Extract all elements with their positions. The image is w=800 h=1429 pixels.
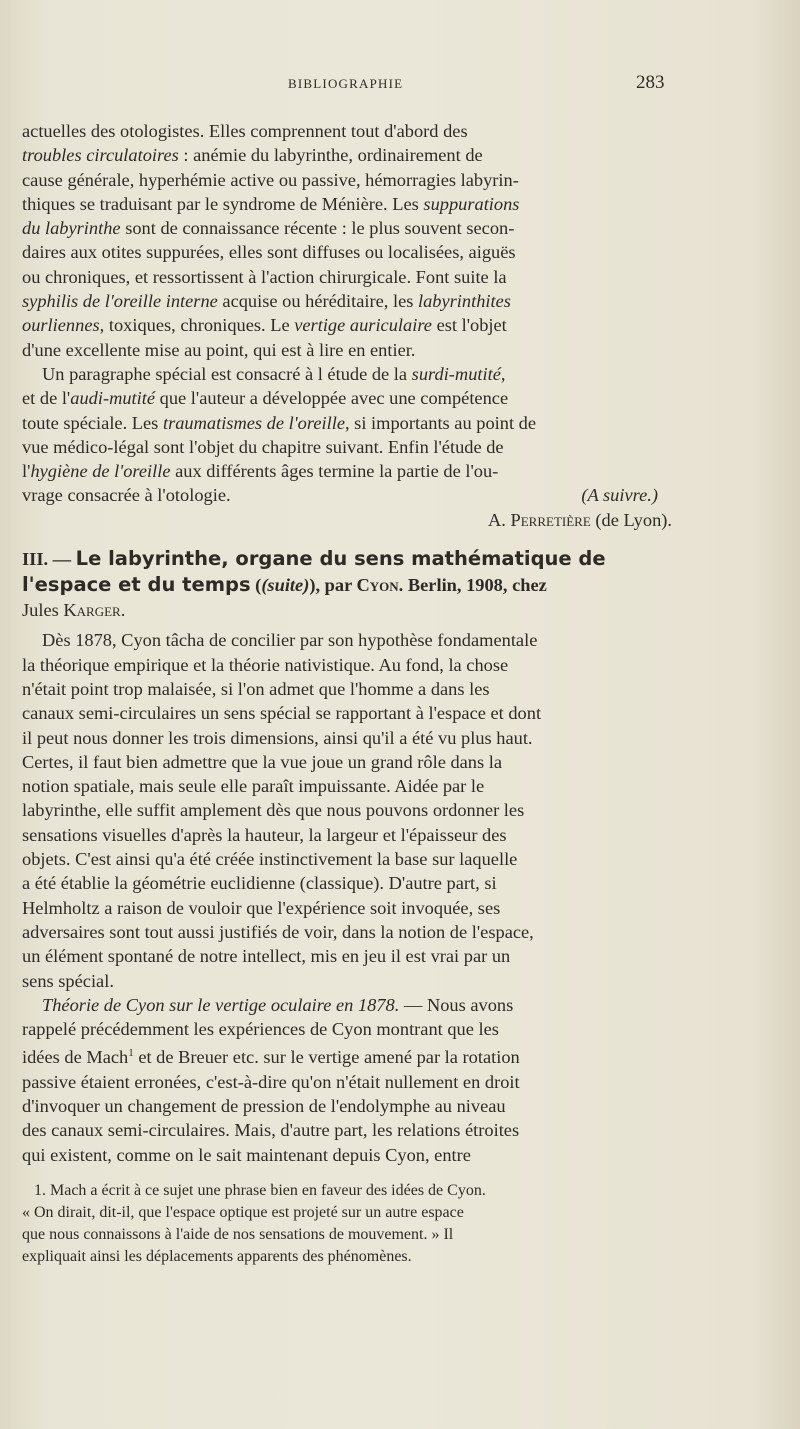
text-line: la théorique empirique et la théorie nativistique. Au fond, la chose <box>22 654 509 675</box>
text-line: . <box>120 600 126 621</box>
text-line: Helmholtz a raison de vouloir que l'expérience soit invoquée, ses <box>22 897 501 918</box>
footnote-line: expliquait ainsi les déplacements apparents des phénomènes. <box>22 1248 412 1265</box>
footnote-line: que nous connaissons à l'aide de nos sensations de mouvement. » Il <box>22 1226 454 1243</box>
text-line: idées de Mach <box>22 1047 129 1068</box>
section-gap <box>22 532 672 546</box>
text-line: labyrinthe, elle suffit amplement dès que nous pouvons ordonner les <box>22 800 525 821</box>
section-numeral: III. — <box>22 549 76 570</box>
section-author: Cyon <box>356 575 399 596</box>
to-be-continued: (A suivre.) <box>581 485 658 506</box>
text-line: Certes, il faut bien admettre que la vue joue un grand rôle dans la <box>22 751 503 772</box>
text-line: adversaires sont tout aussi justifiés de voir, dans la notion de l'espace, <box>22 921 534 942</box>
text-line: aux différents âges termine la partie de l'ou- <box>170 461 499 482</box>
text-line: qui existent, comme on le sait maintenant depuis Cyon, entre <box>22 1144 471 1165</box>
section-title: Le labyrinthe, organe du sens mathématique de <box>75 547 606 571</box>
text-line: et de l' <box>22 388 71 409</box>
text-line: vrage consacrée à l'otologie. <box>22 485 231 506</box>
section-heading: III. — Le labyrinthe, organe du sens mathématique de l'espace et du temps ((suite)), par Cyon. Berlin, 1908, chez Jules Karger. <box>22 547 606 621</box>
emphasis: troubles circulatoires <box>22 145 179 166</box>
main-text <box>22 119 672 1167</box>
text-line: d'une excellente mise au point, qui est à lire en entier. <box>22 339 416 360</box>
publisher: Jules <box>22 600 64 621</box>
text-line: rappelé précédemment les expériences de Cyon montrant que les <box>22 1019 499 1040</box>
text-line: il peut nous donner les trois dimensions, ainsi qu'il a été vu plus haut. <box>22 727 533 748</box>
signature-name: Perretière <box>510 509 591 530</box>
emphasis: du labyrinthe <box>22 218 121 239</box>
text-line: sensations visuelles d'après la hauteur, la largeur et l'épaisseur des <box>22 824 507 845</box>
review-signature <box>22 508 672 532</box>
emphasis: labyrinthites <box>417 291 511 312</box>
emphasis: traumatismes de l'oreille <box>162 412 345 433</box>
text-line: a été établie la géométrie euclidienne (classique). D'autre part, si <box>22 873 497 894</box>
text-line: objets. C'est ainsi qu'a été créée instinctivement la base sur laquelle <box>22 849 518 870</box>
text-line: , toxiques, chroniques. Le <box>99 315 295 336</box>
signature-place: (de Lyon). <box>590 509 672 530</box>
text-line: que l'auteur a développée avec une compétence <box>155 388 509 409</box>
text-line: des canaux semi-circulaires. Mais, d'autre part, les relations étroites <box>22 1120 520 1141</box>
text-line: Dès 1878, Cyon tâcha de concilier par son hypothèse fondamentale <box>42 630 538 651</box>
text-line: — Nous avons <box>399 994 514 1015</box>
text-line: et de Breuer etc. sur le vertige amené par la rotation <box>133 1047 520 1068</box>
emphasis: surdi-mutité, <box>411 363 506 384</box>
text-line: ou chroniques, et ressortissent à l'action chirurgicale. Font suite la <box>22 266 507 287</box>
text-line: , si importants au point de <box>344 412 537 433</box>
text-line: actuelles des otologistes. Elles comprennent tout d'abord des <box>22 121 468 141</box>
page-number: 283 <box>636 72 665 93</box>
paragraph-troubles <box>22 119 672 362</box>
emphasis: vertige auriculaire <box>294 315 432 336</box>
text-line: sont de connaissance récente : le plus souvent secon- <box>120 218 515 239</box>
publication-info: . Berlin, 1908, chez <box>398 575 547 596</box>
text-line: acquise ou héréditaire, les <box>217 291 418 312</box>
section-title: l'espace et du temps <box>22 573 251 597</box>
text-line: thiques se traduisant par le syndrome de Ménière. Les <box>22 193 424 214</box>
text-line: l' <box>22 461 31 482</box>
text-line: cause générale, hyperhémie active ou passive, hémorragies labyrin- <box>22 169 519 190</box>
emphasis: hygiène de l'oreille <box>30 461 171 482</box>
emphasis: Théorie de Cyon sur le vertige oculaire en 1878. <box>42 994 400 1015</box>
signature-initial: A. <box>488 509 511 530</box>
text-line: est l'objet <box>431 315 507 336</box>
footnote <box>22 1180 672 1268</box>
text-line: daires aux otites suppurées, elles sont diffuses ou localisées, aiguës <box>22 242 516 263</box>
text-line: , par <box>315 575 357 596</box>
emphasis: syphilis de l'oreille interne <box>22 291 218 312</box>
text-line: passive étaient erronées, c'est-à-dire qu'on n'était nullement en droit <box>22 1071 520 1092</box>
text-line: n'était point trop malaisée, si l'on admet que l'homme a dans les <box>22 678 490 699</box>
text-line: notion spatiale, mais seule elle paraît impuissante. Aidée par le <box>22 776 485 797</box>
emphasis: suppurations <box>423 193 520 214</box>
paragraph-cyon-hypothesis <box>22 628 672 992</box>
text-line: un élément spontané de notre intellect, mis en jeu il est vrai par un <box>22 946 511 967</box>
page-header <box>0 72 800 100</box>
paragraph-surdi-mutite <box>22 362 672 532</box>
text-line: vue médico-légal sont l'objet du chapitre suivant. Enfin l'étude de <box>22 436 504 457</box>
footnote-ref: 1 <box>128 1047 134 1060</box>
text-line: Un paragraphe spécial est consacré à l étude de la <box>42 363 412 384</box>
text-line: toute spéciale. Les <box>22 412 163 433</box>
text-line: : anémie du labyrinthe, ordinairement de <box>178 145 483 166</box>
emphasis: ourliennes <box>22 315 100 336</box>
text-line: canaux semi-circulaires un sens spécial se rapportant à l'espace et dont <box>22 703 542 724</box>
text-line: d'invoquer un changement de pression de l'endolymphe au niveau <box>22 1096 506 1117</box>
footnote-line: « On dirait, dit-il, que l'espace optique est projeté sur un autre espace <box>22 1204 464 1221</box>
emphasis: audi-mutité <box>70 388 156 409</box>
section-suite: (suite) <box>261 575 310 596</box>
footnote-line: 1. Mach a écrit à ce sujet une phrase bien en faveur des idées de Cyon. <box>34 1182 486 1199</box>
paragraph-vertige-oculaire <box>22 993 672 1167</box>
running-title: BIBLIOGRAPHIE <box>288 76 404 91</box>
publisher: Karger <box>63 600 121 621</box>
text-line: sens spécial. <box>22 970 114 991</box>
